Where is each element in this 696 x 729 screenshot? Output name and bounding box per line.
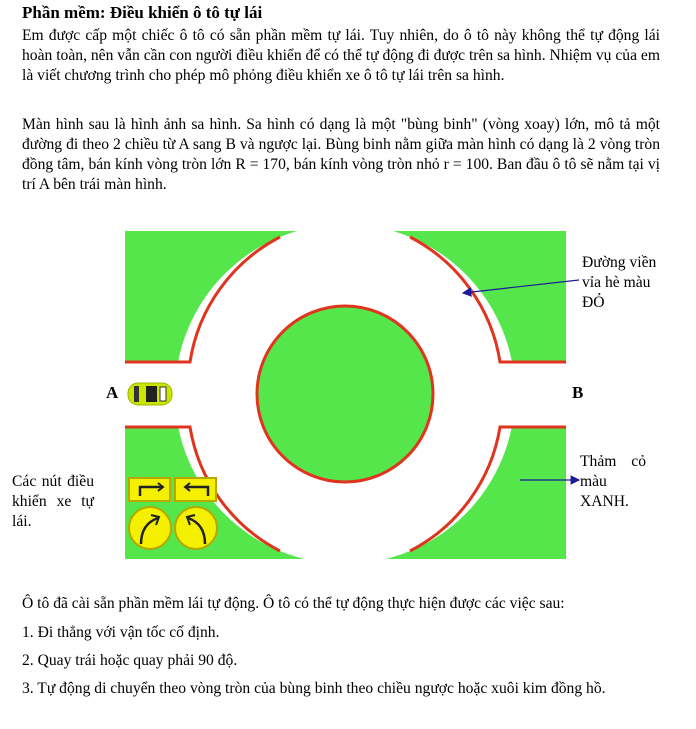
center-island xyxy=(257,306,433,482)
label-a: A xyxy=(106,383,119,402)
label-b: B xyxy=(572,383,584,402)
page-title: Phần mềm: Điều khiển ô tô tự lái xyxy=(22,3,263,22)
capability-item-3: 3. Tự động di chuyển theo vòng tròn của bùng binh theo chiều ngược hoặc xuôi kim đồng hồ. xyxy=(22,680,606,697)
control-button-go-right[interactable] xyxy=(129,478,170,501)
capability-item-2: 2. Quay trái hoặc quay phải 90 độ. xyxy=(22,652,238,669)
intro-paragraph: Em được cấp một chiếc ô tô có sẵn phần mềm tự lái. Tuy nhiên, do ô tô này không thể tự động lái hoàn toàn, nên vẫn cần con người điều khiển để có thể tự động đi được trên sa hình. Nhiệm vụ của em là viết chương trình cho phép mô phỏng điều khiển xe ô tô tự lái trên sa hình. xyxy=(22,27,660,84)
description-paragraph: Màn hình sau là hình ảnh sa hình. Sa hình có dạng là một "bùng binh" (vòng xoay) lớn, mô tả một đường đi theo 2 chiều từ A sang B và ngược lại. Bùng binh nằm giữa màn hình có dạng là 2 vòng tròn đồng tâm, bán kính vòng tròn lớn R = 170, bán kính vòng tròn nhỏ r = 100. Ban đầu ô tô sẽ nằm tại vị trí A bên trái màn hình. xyxy=(22,116,660,193)
controls-annotation: Các nút điều khiển xe tự lái. xyxy=(12,473,94,530)
control-button-turn-left-circle[interactable] xyxy=(175,507,217,549)
grass-annotation: Thảm cỏ màu XANH. xyxy=(580,453,646,510)
car[interactable] xyxy=(128,383,172,405)
capabilities-intro: Ô tô đã cài sẵn phần mềm lái tự động. Ô tô có thể tự động thực hiện được các việc sau: xyxy=(22,595,565,612)
capability-item-1: 1. Đi thẳng với vận tốc cố định. xyxy=(22,624,220,641)
curb-annotation: Đường viền vỉa hè màu ĐỎ xyxy=(582,254,657,311)
control-button-go-left[interactable] xyxy=(175,478,216,501)
control-button-turn-right-circle[interactable] xyxy=(129,507,171,549)
